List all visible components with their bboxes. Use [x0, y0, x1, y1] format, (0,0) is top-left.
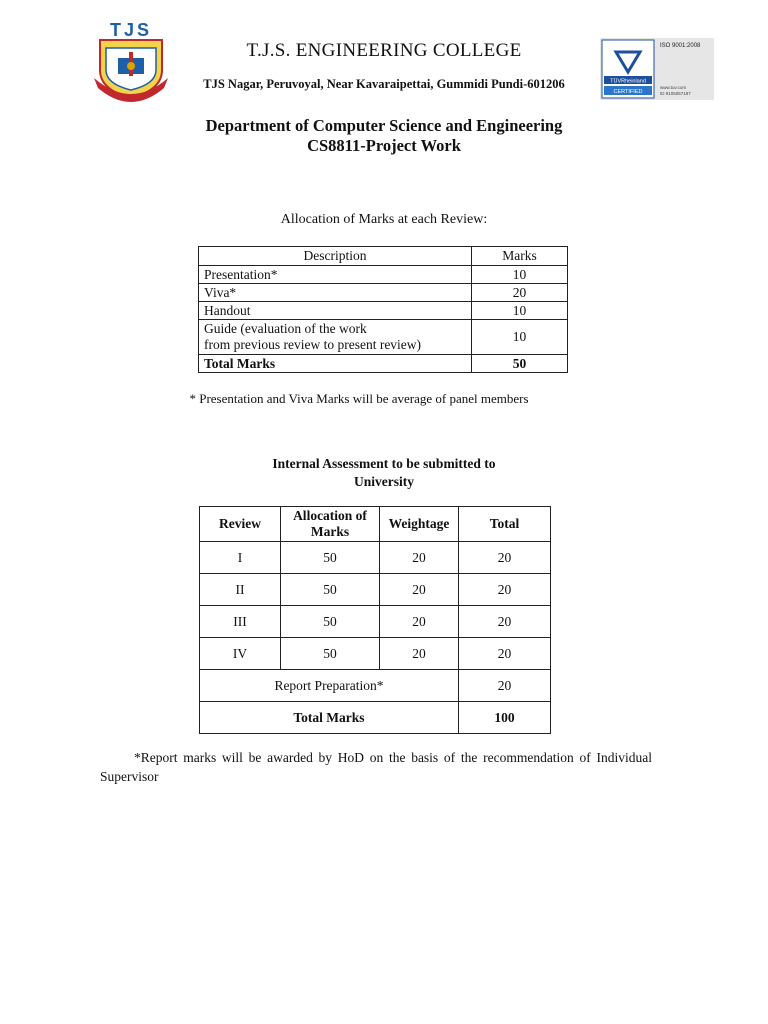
total-label: Total Marks	[200, 702, 459, 734]
marks-cell: 10	[472, 302, 568, 320]
review-cell: III	[200, 606, 281, 638]
total-cell: 20	[459, 638, 551, 670]
weightage-cell: 20	[380, 638, 459, 670]
allocation-cell: 50	[281, 638, 380, 670]
table-row	[199, 302, 568, 320]
description-cell: Handout	[199, 302, 472, 320]
marks-cell: 10	[472, 320, 568, 355]
allocation-table	[198, 246, 568, 373]
marks-cell: 20	[472, 284, 568, 302]
description-cell: Viva*	[199, 284, 472, 302]
total-row	[199, 355, 568, 373]
description-line: Guide (evaluation of the work	[204, 321, 367, 336]
total-row	[200, 702, 551, 734]
college-address: TJS Nagar, Peruvoyal, Near Kavaraipettai, Gummidi Pundi-601206	[203, 77, 565, 91]
description-cell: Presentation*	[199, 266, 472, 284]
report-note: *Report marks will be awarded by HoD on the basis of the recommendation of Individual Supervisor	[100, 750, 652, 784]
header-allocation-line: Marks	[310, 524, 350, 539]
ia-heading-line: Internal Assessment to be submitted to	[272, 456, 496, 471]
total-value: 100	[459, 702, 551, 734]
allocation-cell: 50	[281, 606, 380, 638]
header-weightage: Weightage	[380, 507, 459, 542]
header-review: Review	[200, 507, 281, 542]
iso-label: ISO 9001:2008	[660, 43, 701, 49]
table-row	[199, 320, 568, 355]
table-header-row	[200, 507, 551, 542]
weightage-cell: 20	[380, 542, 459, 574]
header-description: Description	[199, 247, 472, 266]
review-cell: IV	[200, 638, 281, 670]
description-cell	[199, 320, 472, 355]
internal-assessment-heading	[0, 455, 768, 491]
panel-note: * Presentation and Viva Marks will be average of panel members	[189, 391, 529, 406]
review-cell: II	[200, 574, 281, 606]
table-header-row	[199, 247, 568, 266]
logo-text: TJS	[109, 20, 153, 40]
table-row	[200, 638, 551, 670]
report-label: Report Preparation*	[200, 670, 459, 702]
table-row	[199, 284, 568, 302]
header-allocation-line: Allocation of	[293, 508, 367, 523]
total-label: Total Marks	[199, 355, 472, 373]
tuv-brand: TÜVRheinland	[610, 78, 646, 85]
marks-cell: 10	[472, 266, 568, 284]
course-title: CS8811-Project Work	[307, 136, 461, 155]
header-total: Total	[459, 507, 551, 542]
total-cell: 20	[459, 574, 551, 606]
department-heading	[0, 116, 768, 156]
weightage-cell: 20	[380, 574, 459, 606]
allocation-cell: 50	[281, 574, 380, 606]
report-row	[200, 670, 551, 702]
allocation-heading: Allocation of Marks at each Review:	[280, 212, 488, 227]
college-name: T.J.S. ENGINEERING COLLEGE	[246, 40, 522, 61]
internal-assessment-table	[199, 506, 551, 734]
department-name: Department of Computer Science and Engineering	[205, 116, 563, 135]
total-cell: 20	[459, 606, 551, 638]
certified-label: CERTIFIED	[613, 89, 643, 95]
total-cell: 20	[459, 542, 551, 574]
description-line: from previous review to present review)	[204, 337, 422, 352]
table-row	[199, 266, 568, 284]
table-row	[200, 542, 551, 574]
review-cell: I	[200, 542, 281, 574]
allocation-cell: 50	[281, 542, 380, 574]
tuv-website: www.tuv.com	[660, 85, 687, 90]
total-value: 50	[472, 355, 568, 373]
table-row	[200, 574, 551, 606]
weightage-cell: 20	[380, 606, 459, 638]
report-value: 20	[459, 670, 551, 702]
header-allocation	[281, 507, 380, 542]
iso-certification-badge	[600, 38, 714, 100]
ia-heading-line: University	[354, 474, 414, 489]
table-row	[200, 606, 551, 638]
header-marks: Marks	[472, 247, 568, 266]
tuv-id: ID 9105057187	[660, 91, 691, 96]
